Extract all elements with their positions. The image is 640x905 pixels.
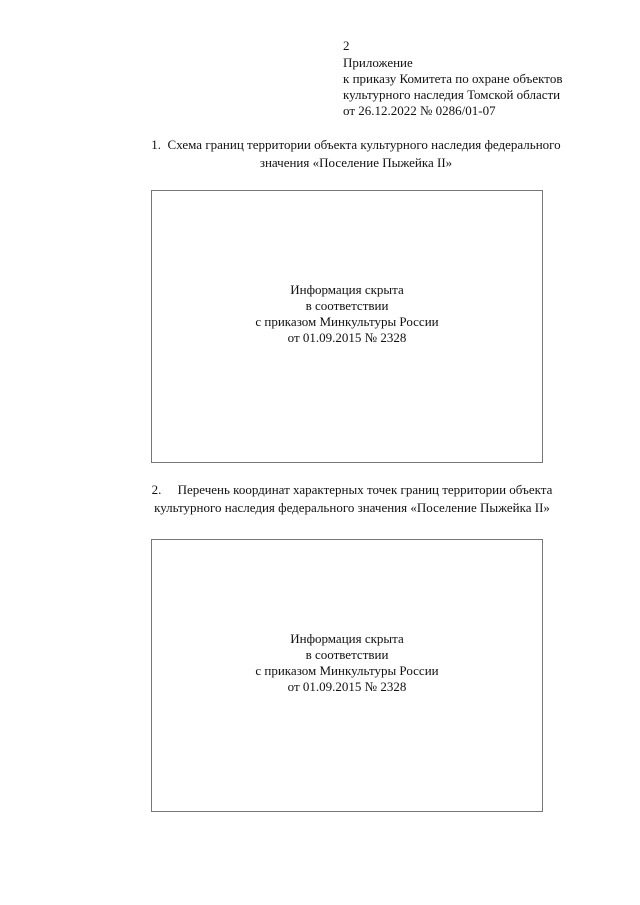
section-1-number: 1. — [151, 137, 162, 152]
hidden-info-notice-1 — [255, 282, 438, 346]
hidden-notice-line: от 01.09.2015 № 2328 — [287, 329, 407, 345]
section-1-title-line-1: Схема границ территории объекта культурного наследия федерального — [167, 137, 561, 152]
hidden-notice-line: в соответствии — [305, 646, 389, 662]
hidden-notice-line: с приказом Минкультуры России — [255, 313, 439, 329]
appendix-block — [343, 55, 562, 119]
page-number: 2 — [343, 38, 350, 53]
hidden-notice-line: Информация скрыта — [290, 630, 404, 646]
hidden-notice-line: в соответствии — [305, 297, 389, 313]
hidden-notice-line: от 01.09.2015 № 2328 — [287, 678, 407, 694]
hidden-notice-line: Информация скрыта — [290, 281, 404, 297]
appendix-line: к приказу Комитета по охране объектов — [343, 71, 563, 86]
section-1-title-line-2: значения «Поселение Пыжейка II» — [259, 155, 453, 170]
section-1-title — [126, 136, 586, 172]
section-2-number: 2. — [151, 482, 162, 497]
hidden-info-box-1 — [151, 190, 543, 463]
hidden-info-notice-2 — [255, 631, 438, 695]
appendix-line: культурного наследия Томской области — [343, 87, 561, 102]
section-2-title-line-2: культурного наследия федерального значения «Поселение Пыжейка II» — [154, 500, 550, 515]
section-2-title — [122, 481, 582, 517]
appendix-line: от 26.12.2022 № 0286/01-07 — [343, 103, 496, 118]
appendix-line: Приложение — [343, 55, 413, 70]
hidden-notice-line: с приказом Минкультуры России — [255, 662, 439, 678]
section-2-title-line-1: Перечень координат характерных точек границ территории объекта — [177, 482, 553, 497]
hidden-info-box-2 — [151, 539, 543, 812]
